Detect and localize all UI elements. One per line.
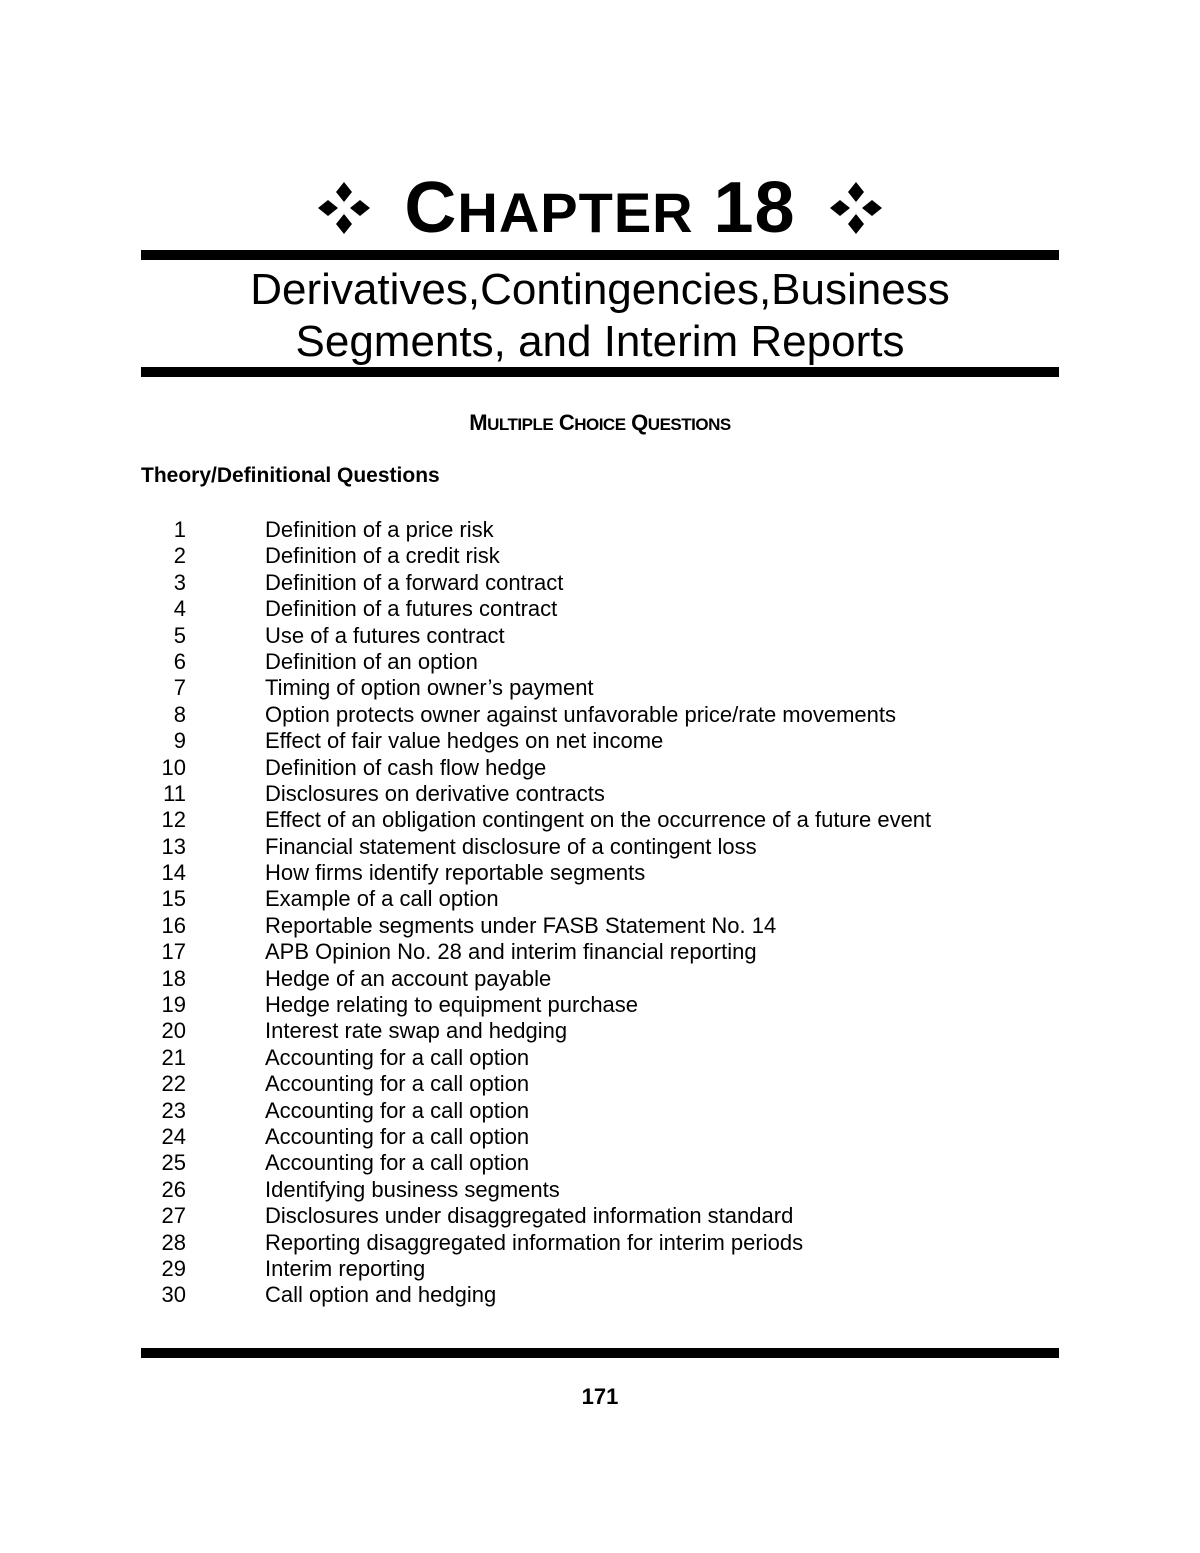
list-item [141,913,1059,939]
list-item [141,728,1059,754]
list-item [141,517,1059,543]
question-topic: Hedge relating to equipment purchase [265,992,639,1018]
question-list [141,517,1059,1309]
section-heading-rest: UESTIONS [647,415,731,434]
question-number: 6 [173,648,186,674]
list-item [141,570,1059,596]
page-number: 171 [581,1384,619,1409]
list-item [141,1203,1059,1229]
question-topic: Interim reporting [265,1255,426,1281]
list-item [141,807,1059,833]
question-number: 1 [173,517,186,542]
section-heading-rest: ULTIPLE [487,415,554,434]
list-item [141,1230,1059,1256]
question-number: 24 [161,1123,186,1149]
list-item [141,649,1059,675]
section-heading-rest: HOICE [574,415,626,434]
question-number: 13 [161,833,186,859]
question-topic: Effect of an obligation contingent on the occurrence of a future event [265,807,932,833]
question-number: 26 [161,1176,186,1202]
chapter-number: 18 [713,168,796,248]
question-number: 25 [161,1150,186,1176]
question-topic: Identifying business segments [265,1176,560,1202]
question-topic: Use of a futures contract [265,622,505,648]
question-number: 9 [173,728,186,754]
list-item [141,1098,1059,1124]
list-item [141,992,1059,1018]
question-topic: Call option and hedging [265,1282,497,1308]
question-number: 5 [173,622,186,648]
question-number: 18 [161,965,186,991]
subtitle-divider [141,367,1059,377]
question-topic: Financial statement disclosure of a contingent loss [265,833,757,859]
question-number: 27 [161,1203,186,1229]
list-item [141,781,1059,807]
chapter-title-initial: C [404,168,458,248]
question-number: 17 [161,939,186,965]
subsection-heading: Theory/Definitional Questions [141,464,440,487]
chapter-title [404,168,796,248]
list-item [141,1282,1059,1308]
list-item [141,834,1059,860]
question-topic: Accounting for a call option [265,1097,530,1123]
subtitle-line-1: Derivatives,Contingencies,Business [250,265,950,314]
question-topic: Example of a call option [265,886,499,912]
list-item [141,966,1059,992]
bottom-divider [141,1348,1059,1358]
question-topic: Definition of an option [265,648,478,674]
question-topic: Interest rate swap and hedging [265,1018,568,1044]
chapter-subtitle [141,264,1059,368]
list-item [141,1256,1059,1282]
question-topic: Option protects owner against unfavorable price/rate movements [265,701,896,727]
question-number: 3 [173,569,186,595]
question-number: 28 [161,1229,186,1255]
list-item [141,860,1059,886]
question-topic: Definition of a credit risk [265,543,500,569]
top-divider [141,250,1059,260]
question-number: 19 [161,992,186,1018]
list-item [141,1018,1059,1044]
question-topic: Timing of option owner’s payment [265,675,594,701]
list-item [141,755,1059,781]
question-topic: APB Opinion No. 28 and interim financial reporting [265,939,757,965]
question-topic: Reportable segments under FASB Statement No. 14 [265,912,777,938]
question-topic: Accounting for a call option [265,1044,530,1070]
section-heading-initial: Q [631,410,648,435]
question-number: 29 [161,1255,186,1281]
question-number: 21 [161,1044,186,1070]
question-topic: Definition of a price risk [265,517,494,542]
question-number: 4 [173,596,186,622]
question-number: 20 [161,1018,186,1044]
list-item [141,543,1059,569]
chapter-header [0,166,1200,250]
question-number: 22 [161,1071,186,1097]
list-item [141,1045,1059,1071]
question-number: 15 [161,886,186,912]
question-topic: Accounting for a call option [265,1150,530,1176]
diamond-quad-icon [314,178,374,238]
list-item [141,1124,1059,1150]
question-topic: Disclosures on derivative contracts [265,780,605,806]
question-number: 10 [161,754,186,780]
question-topic: Accounting for a call option [265,1123,530,1149]
question-topic: Definition of cash flow hedge [265,754,547,780]
section-heading [0,410,1200,436]
section-heading-initial: C [558,410,575,435]
question-topic: Hedge of an account payable [265,965,552,991]
question-number: 16 [161,912,186,938]
list-item [141,623,1059,649]
list-item [141,675,1059,701]
question-topic: Reporting disaggregated information for interim periods [265,1229,804,1255]
list-item [141,886,1059,912]
question-topic: Effect of fair value hedges on net income [265,728,664,754]
question-number: 12 [161,807,186,833]
question-number: 30 [161,1282,186,1308]
list-item [141,1071,1059,1097]
diamond-quad-icon [826,178,886,238]
question-number: 8 [173,701,186,727]
question-topic: Definition of a futures contract [265,596,558,622]
question-topic: How firms identify reportable segments [265,860,646,886]
list-item [141,1177,1059,1203]
list-item [141,596,1059,622]
question-number: 23 [161,1097,186,1123]
section-heading-initial: M [469,410,488,435]
subtitle-line-2: Segments, and Interim Reports [295,317,905,366]
chapter-title-rest: HAPTER [457,181,694,244]
list-item [141,1150,1059,1176]
question-number: 14 [161,860,186,886]
list-item [141,702,1059,728]
question-number: 2 [173,543,186,569]
question-number: 7 [173,675,186,701]
question-topic: Accounting for a call option [265,1071,530,1097]
question-topic: Disclosures under disaggregated information standard [265,1203,794,1229]
question-topic: Definition of a forward contract [265,569,564,595]
list-item [141,939,1059,965]
question-number: 11 [163,780,186,806]
